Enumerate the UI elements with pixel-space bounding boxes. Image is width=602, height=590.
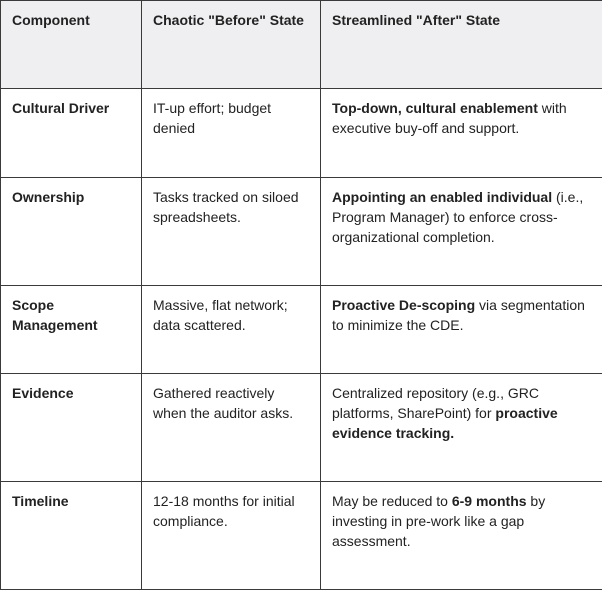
header-before-state: Chaotic "Before" State bbox=[142, 1, 321, 89]
after-bold-text: 6-9 months bbox=[452, 493, 527, 509]
after-bold-text: Appointing an enabled individual bbox=[332, 189, 552, 205]
after-cell bbox=[321, 482, 602, 590]
table-row bbox=[1, 482, 602, 590]
before-cell: Gathered reactively when the auditor asks. bbox=[142, 374, 321, 482]
table-row bbox=[1, 178, 602, 286]
after-text: May be reduced to bbox=[332, 493, 452, 509]
after-cell bbox=[321, 89, 602, 178]
header-after-state: Streamlined "After" State bbox=[321, 1, 602, 89]
after-cell bbox=[321, 178, 602, 286]
after-text: (i.e., Program Manager) to enforce cross-organizational completion. bbox=[332, 189, 583, 245]
table-row bbox=[1, 89, 602, 178]
after-cell bbox=[321, 286, 602, 374]
component-cell: Ownership bbox=[1, 178, 142, 286]
before-cell: IT-up effort; budget denied bbox=[142, 89, 321, 178]
after-cell bbox=[321, 374, 602, 482]
after-text: with executive buy-off and support. bbox=[332, 100, 567, 136]
table-row bbox=[1, 374, 602, 482]
header-row bbox=[1, 1, 602, 89]
header-component: Component bbox=[1, 1, 142, 89]
before-cell: Massive, flat network; data scattered. bbox=[142, 286, 321, 374]
component-cell: Timeline bbox=[1, 482, 142, 590]
component-cell: Scope Management bbox=[1, 286, 142, 374]
after-text: by investing in pre-work like a gap assessment. bbox=[332, 493, 545, 549]
before-cell: 12-18 months for initial compliance. bbox=[142, 482, 321, 590]
table-row bbox=[1, 286, 602, 374]
before-cell: Tasks tracked on siloed spreadsheets. bbox=[142, 178, 321, 286]
after-text: via segmentation to minimize the CDE. bbox=[332, 297, 585, 333]
after-bold-text: Top-down, cultural enablement bbox=[332, 100, 538, 116]
after-bold-text: Proactive De-scoping bbox=[332, 297, 475, 313]
component-cell: Evidence bbox=[1, 374, 142, 482]
after-bold-text: proactive evidence tracking. bbox=[332, 405, 558, 441]
component-cell: Cultural Driver bbox=[1, 89, 142, 178]
after-text: Centralized repository (e.g., GRC platforms, SharePoint) for bbox=[332, 385, 539, 421]
